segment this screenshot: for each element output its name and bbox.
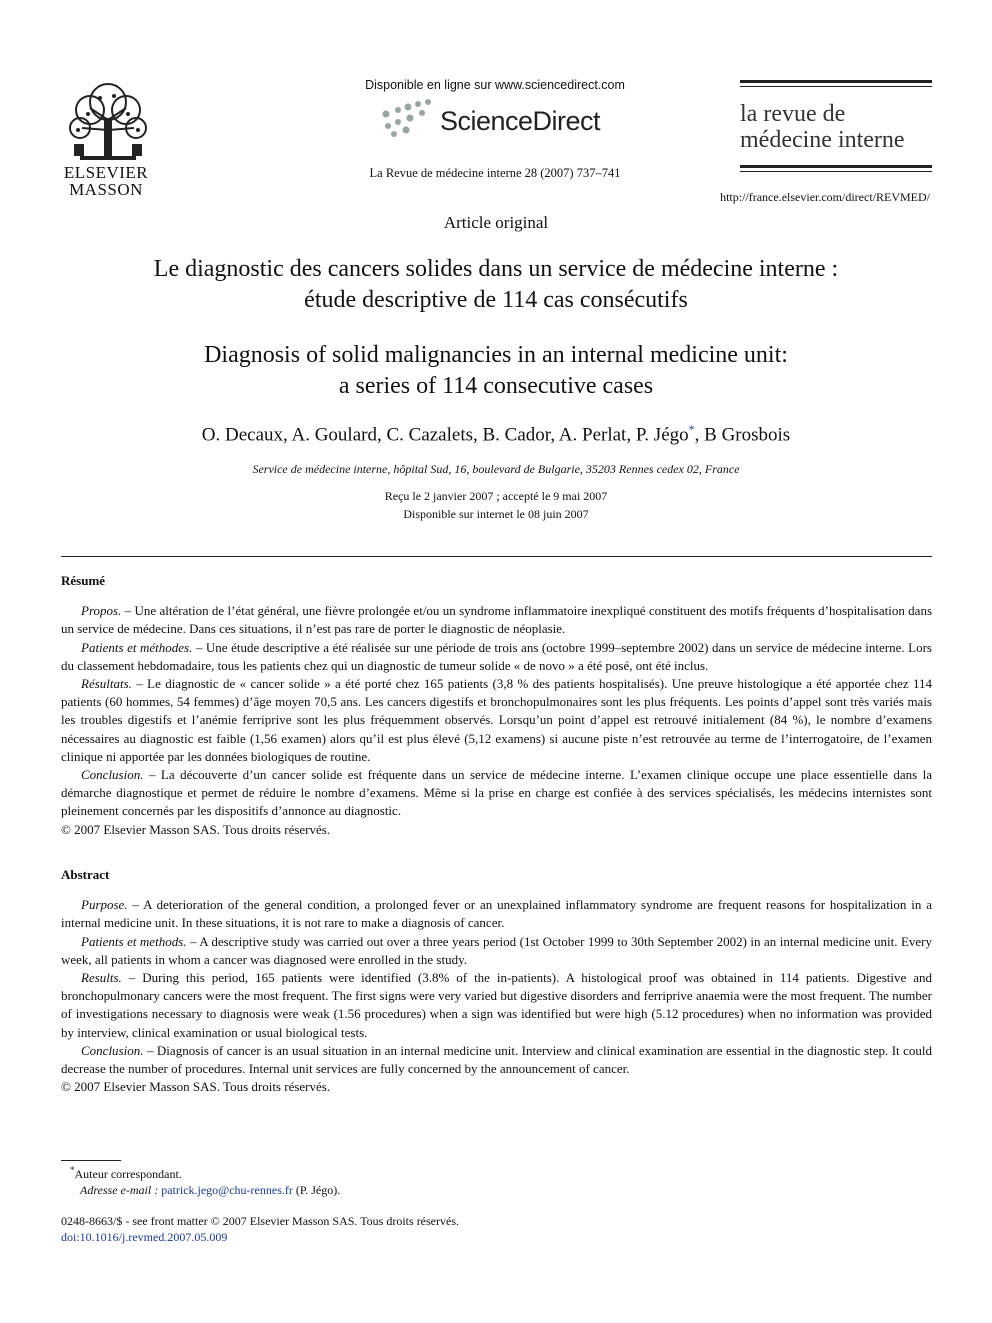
title-fr (40, 254, 952, 316)
elsevier-tree-icon (60, 80, 156, 164)
masthead-rule-bottom (740, 165, 932, 168)
abstract-section (61, 866, 932, 1096)
doi-link[interactable]: doi:10.1016/j.revmed.2007.05.009 (61, 1230, 228, 1244)
sciencedirect-logo (378, 96, 618, 140)
abstract-heading: Abstract (61, 867, 110, 882)
paragraph-label: Conclusion. (81, 767, 144, 783)
abstract-copyright: © 2007 Elsevier Masson SAS. Tous droits réservés. (61, 1079, 331, 1095)
footnote-email (80, 1183, 340, 1198)
journal-title-line1: la revue de (740, 101, 846, 127)
affiliation: Service de médecine interne, hôpital Sud, 16, boulevard de Bulgarie, 35203 Rennes cedex 02, France (252, 462, 740, 476)
paragraph-label: Results. (81, 970, 122, 986)
email-suffix: (P. Jégo). (292, 1183, 341, 1197)
title-fr-line2: étude descriptive de 114 cas consécutifs (304, 287, 688, 313)
paragraph-label: Purpose. (81, 897, 128, 913)
paragraph-label: Résultats. (81, 676, 132, 692)
paragraph-text: – A deterioration of the general condition, a prolonged fever or an unexplained inflammatory syndrome are frequent reasons for hospitalization in a internal medicine unit. In these situations, it is not rare to make a diagnosis of cancer. (61, 897, 932, 931)
email-label: Adresse e-mail : (80, 1183, 159, 1197)
masthead-rule-bottom-thin (740, 171, 932, 172)
elsevier-logo-top: ELSEVIER (63, 163, 149, 182)
masthead-rule-top (740, 80, 932, 83)
paragraph-label: Conclusion. (81, 1042, 144, 1058)
email-link[interactable]: patrick.jego@chu-rennes.fr (161, 1183, 293, 1197)
article-type: Article original (443, 213, 549, 232)
paragraph-text: – Le diagnostic de « cancer solide » a été porté chez 165 patients (3,8 % des patients hospitalisés). Une preuve histologique a été apportée chez 114 patients (60 hommes, 54 femmes) d’âge moyen 70,5 ans. Les cancers digestifs et bronchopulmonaires sont les plus fréquents. Les points d’appel sont très variés mais les troubles digestifs et l’anémie ferriprive sont les plus fréquemment observés. Lorsqu’un point d’appel est retrouvé initialement (84 %), le nombre d’examens nécessaires au diagnostic est faible (1,56 examen) alors qu’il est plus élevé (5,12 examens) si aucune piste n’est retrouvée au terme de l’interrogatoire, de l’examen clinique ni apportée par les données biologiques de routine. (61, 676, 932, 764)
footnote-corresponding-text: Auteur correspondant. (74, 1167, 182, 1181)
resume-paragraph (61, 675, 932, 766)
footnote-mark: * (70, 1165, 75, 1175)
journal-citation: La Revue de médecine interne 28 (2007) 737–741 (369, 166, 621, 180)
authors (0, 422, 992, 446)
paragraph-label: Patients et méthodes. (81, 639, 193, 655)
resume-paragraph (61, 766, 932, 821)
sciencedirect-dots-icon (378, 98, 436, 138)
footnote-rule (61, 1160, 121, 1161)
elsevier-logo-bottom: MASSON (69, 180, 143, 199)
available-online: Disponible en ligne sur www.sciencedirect.com (365, 78, 625, 92)
online-date: Disponible sur internet le 08 juin 2007 (403, 507, 589, 521)
title-en (40, 340, 952, 402)
journal-title-line2: médecine interne (740, 127, 905, 153)
authors-list: O. Decaux, A. Goulard, C. Cazalets, B. Cador, A. Perlat, P. Jégo (201, 424, 689, 446)
resume-section (61, 572, 932, 839)
title-en-line1: Diagnosis of solid malignancies in an internal medicine unit: (204, 342, 788, 368)
title-en-line2: a series of 114 consecutive cases (338, 373, 654, 399)
journal-url[interactable]: http://france.elsevier.com/direct/REVMED/ (720, 190, 930, 204)
section-divider (61, 556, 932, 557)
resume-paragraph (61, 639, 932, 675)
sciencedirect-wordmark: ScienceDirect (440, 106, 601, 136)
footnote-corresponding (70, 1165, 182, 1182)
paragraph-text: – Une altération de l’état général, une fièvre prolongée et/ou un syndrome inflammatoire inexpliqué constituent des motifs fréquents d’hospitalisation dans un service de médecine. Dans ces situations, il n’est pas rare de porter le diagnostic de néoplasie. (61, 603, 932, 637)
paragraph-text: – Une étude descriptive a été réalisée sur une période de trois ans (octobre 1999–septembre 2002) dans un service de médecine interne. Lors du classement hebdomadaire, tous les patients chez qui un diagnostic de tumeur solide « de novo » a été posé, ont été inclus. (61, 639, 932, 673)
received-dates: Reçu le 2 janvier 2007 ; accepté le 9 mai 2007 (384, 489, 608, 503)
resume-paragraph (61, 602, 932, 638)
masthead-rule-top-thin (740, 86, 932, 87)
abstract-paragraph (61, 1042, 932, 1078)
elsevier-logo (58, 80, 158, 200)
issn-line: 0248-8663/$ - see front matter © 2007 Elsevier Masson SAS. Tous droits réservés. (61, 1214, 459, 1228)
paragraph-text: – A descriptive study was carried out over a three years period (1st October 1999 to 30th September 2002) in an internal medicine unit. Every week, all patients in whom a cancer was diagnosed were enrolled in the study. (61, 933, 932, 967)
abstract-paragraph (61, 969, 932, 1042)
resume-heading: Résumé (61, 573, 106, 588)
paragraph-text: – Diagnosis of cancer is an usual situation in an internal medicine unit. Interview and clinical examination are essential in the diagnostic step. It could decrease the number of procedures. Internal unit services are fully concerned by the announcement of cancer. (61, 1042, 932, 1077)
resume-copyright: © 2007 Elsevier Masson SAS. Tous droits réservés. (61, 821, 331, 837)
title-fr-line1: Le diagnostic des cancers solides dans un service de médecine interne : (153, 256, 839, 282)
paragraph-text: – During this period, 165 patients were identified (3.8% of the in-patients). A histological proof was obtained in 114 patients. Digestive and bronchopulmonary cancers were the most frequent. The first signs were very varied but digestive disorders and ferriprive anaemia were the most frequent. The number of investigations necessary to diagnosis were weak (1.56 procedures) when a sign was identified but were high (5.12 procedures) when no information was provided by interview, clinical examination or usual biological tests. (61, 970, 932, 1040)
paragraph-text: – La découverte d’un cancer solide est fréquente dans un service de médecine interne. L’examen clinique occupe une place essentielle dans la démarche diagnostique et permet de réduire le nombre d’examens. Même si la prise en charge est confiée à des services spécialisés, les médecins internistes sont pleinement concernés par les dispositifs d’annonce au diagnostic. (61, 767, 932, 819)
paragraph-label: Patients et methods. (81, 933, 187, 949)
abstract-paragraph (61, 896, 932, 932)
paragraph-label: Propos. (81, 603, 122, 619)
corresponding-mark[interactable]: * (688, 422, 695, 436)
abstract-paragraph (61, 933, 932, 969)
authors-last: , B Grosbois (694, 424, 791, 446)
